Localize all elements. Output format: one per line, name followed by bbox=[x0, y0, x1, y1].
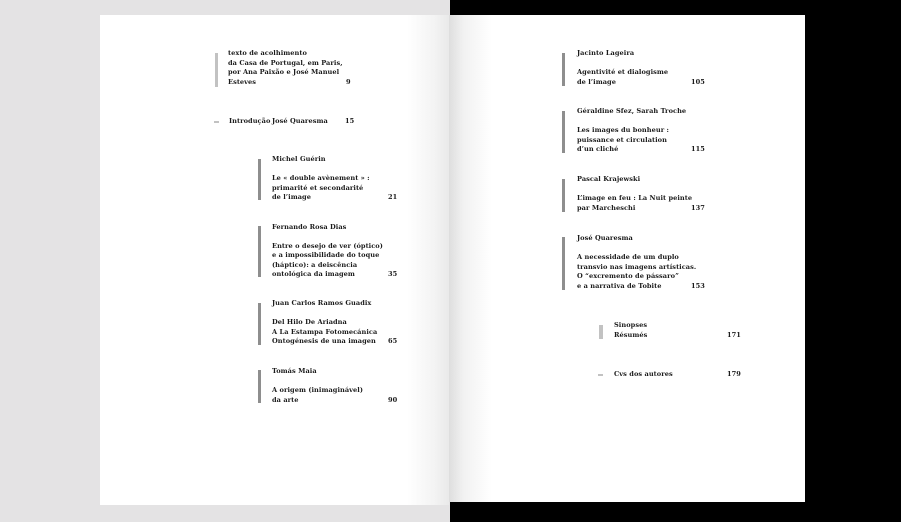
title-line: L’image en feu : La Nuit peinte bbox=[577, 194, 693, 202]
title-line: A origem (inimaginável) bbox=[272, 386, 364, 394]
page-number: 179 bbox=[727, 370, 741, 378]
welcome-line: por Ana Paixão e José Manuel bbox=[228, 68, 340, 77]
title-line: primarité et secondarité bbox=[272, 183, 364, 192]
cvs-entry bbox=[614, 370, 742, 382]
entry-marker bbox=[562, 237, 565, 290]
title-line: Les images du bonheur : bbox=[577, 126, 670, 134]
page-number: 90 bbox=[388, 395, 398, 404]
page-number: 65 bbox=[388, 337, 398, 346]
welcome-line: Esteves bbox=[228, 77, 257, 86]
entry-marker bbox=[258, 226, 261, 277]
entry-title bbox=[577, 126, 669, 155]
right-page bbox=[449, 15, 805, 502]
toc-entry bbox=[272, 299, 398, 349]
entry-title bbox=[272, 318, 377, 347]
section-marker bbox=[214, 121, 219, 123]
entry-marker bbox=[258, 159, 261, 200]
entry-title bbox=[577, 253, 696, 291]
toc-entry bbox=[577, 107, 705, 157]
title-line: par Marcheschi bbox=[577, 203, 636, 212]
toc-entry bbox=[577, 175, 705, 215]
title-line: A necessidade de um duplo bbox=[577, 253, 679, 261]
page-number: 9 bbox=[346, 77, 351, 86]
welcome-line: da Casa de Portugal, em Paris, bbox=[228, 58, 343, 67]
title-line: puissance et circulation bbox=[577, 135, 667, 144]
toc-entry bbox=[272, 367, 398, 407]
entry-title bbox=[272, 174, 370, 203]
entry-author: José Quaresma bbox=[577, 234, 633, 242]
toc-entry bbox=[577, 49, 705, 89]
section-marker bbox=[215, 53, 218, 87]
title-line: Agentivité et dialogisme bbox=[577, 68, 669, 76]
title-line: Del Hilo De Ariadna bbox=[272, 318, 347, 326]
entry-title bbox=[577, 194, 692, 213]
entry-author: Juan Carlos Ramos Guadix bbox=[272, 299, 372, 307]
entry-marker bbox=[562, 179, 565, 212]
title-line: de l’image bbox=[272, 193, 311, 202]
welcome-line: texto de acolhimento bbox=[228, 49, 307, 57]
left-page bbox=[100, 15, 449, 505]
entry-author: Pascal Krajewski bbox=[577, 175, 641, 183]
entry-author: Fernando Rosa Dias bbox=[272, 223, 347, 231]
page-number: 137 bbox=[691, 203, 705, 212]
title-line: Ontogénesis de una imagen bbox=[272, 337, 376, 346]
toc-entry bbox=[272, 223, 398, 283]
entry-marker bbox=[562, 53, 565, 86]
toc-entry bbox=[272, 155, 398, 205]
title-line: (háptico): a deiscência bbox=[272, 260, 358, 269]
page-number: 153 bbox=[691, 281, 705, 290]
page-number: 35 bbox=[388, 270, 398, 279]
title-line: e a impossibilidade do toque bbox=[272, 251, 380, 260]
section-marker bbox=[598, 374, 603, 376]
entry-author: Tomás Maia bbox=[272, 367, 317, 375]
cvs-label: Cvs dos autores bbox=[614, 370, 673, 378]
toc-entry bbox=[577, 234, 705, 294]
synopses-entry bbox=[614, 321, 742, 343]
intro-label: Introdução bbox=[229, 117, 271, 125]
title-line: e a narrativa de Tobite bbox=[577, 281, 662, 290]
title-line: transvio nas imagens artísticas. bbox=[577, 262, 697, 271]
title-line: O “excremento de pássaro” bbox=[577, 272, 679, 281]
synopses-line: Sinopses bbox=[614, 321, 648, 329]
entry-title bbox=[272, 242, 383, 280]
page-number: 15 bbox=[345, 117, 355, 125]
welcome-entry bbox=[228, 49, 351, 87]
title-line: d’un cliché bbox=[577, 145, 619, 154]
page-number: 21 bbox=[388, 193, 398, 202]
title-line: da arte bbox=[272, 395, 299, 404]
title-line: A La Estampa Fotomecánica bbox=[272, 327, 378, 336]
entry-title bbox=[577, 68, 668, 87]
title-line: Entre o desejo de ver (óptico) bbox=[272, 241, 383, 250]
title-line: Le « double avènement » : bbox=[272, 174, 370, 182]
entry-author: Géraldine Sfez, Sarah Troche bbox=[577, 107, 687, 115]
entry-marker bbox=[562, 111, 565, 153]
title-line: de l’image bbox=[577, 77, 616, 86]
section-marker bbox=[599, 325, 603, 339]
page-number: 115 bbox=[691, 145, 705, 154]
entry-title bbox=[272, 386, 363, 405]
synopses-line: Résumés bbox=[614, 330, 648, 339]
entry-marker bbox=[258, 303, 261, 345]
entry-author: Jacinto Lageira bbox=[577, 49, 635, 57]
entry-author: Michel Guérin bbox=[272, 155, 326, 163]
entry-marker bbox=[258, 370, 261, 403]
intro-author: José Quaresma bbox=[272, 117, 328, 125]
title-line: ontológica da imagem bbox=[272, 270, 355, 279]
page-number: 105 bbox=[691, 77, 705, 86]
page-number: 171 bbox=[727, 330, 741, 339]
